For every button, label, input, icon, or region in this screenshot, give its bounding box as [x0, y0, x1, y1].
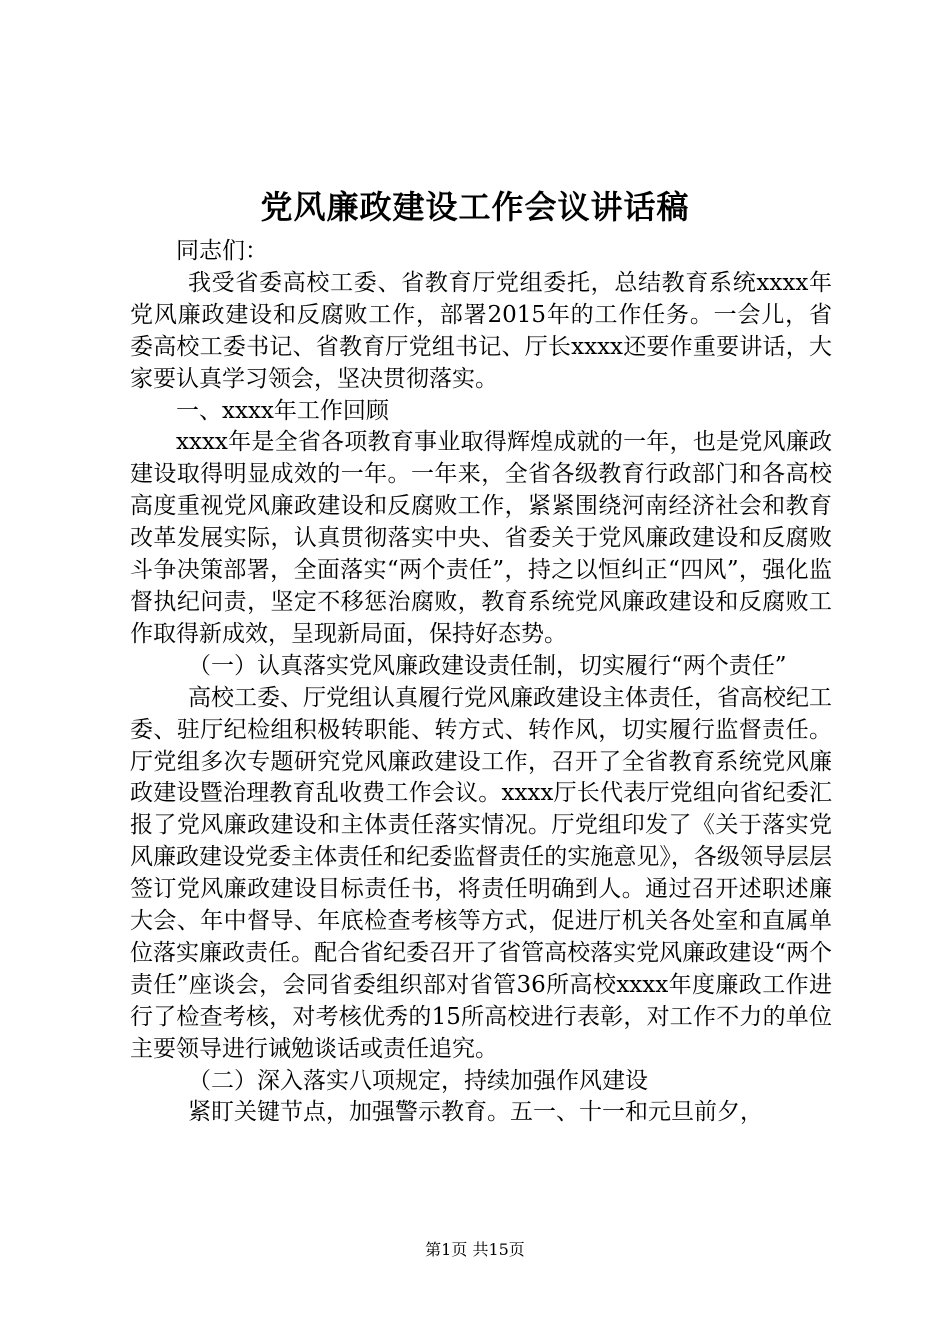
- page-number-footer: 第1页 共15页: [425, 1240, 525, 1259]
- document-title: 党风廉政建设工作会议讲话稿: [260, 188, 690, 226]
- style-paragraph: 紧盯关键节点，加强警示教育。五一、十一和元旦前夕，: [188, 1099, 763, 1126]
- review-paragraph: xxxx年是全省各项教育事业取得辉煌成就的一年，也是党风廉政建设取得明显成效的一年。一年来，全省各级教育行政部门和各高校高度重视党风廉政建设和反腐败工作，紧紧围绕河南经济社会和教育改革发展实际，认真贯彻落实中央、省委关于党风廉政建设和反腐败斗争决策部署，全面落实“两个责任”，持之以恒纠正“四风”，强化监督执纪问责，坚定不移惩治腐败，教育系统党风廉政建设和反腐败工作取得新成效，呈现新局面，保持好态势。: [130, 429, 832, 647]
- document-body: [130, 236, 832, 1129]
- intro-paragraph: 我受省委高校工委、省教育厅党组委托，总结教育系统xxxx年党风廉政建设和反腐败工作，部署2015年的工作任务。一会儿，省委高校工委书记、省教育厅党组书记、厅长xxxx还要作重要讲话，大家要认真学习领会，坚决贯彻落实。: [130, 269, 832, 392]
- subsection-heading-1: （一）认真落实党风廉政建设责任制，切实履行“两个责任”: [188, 652, 787, 679]
- subsection-heading-2: （二）深入落实八项规定，持续加强作风建设: [188, 1067, 648, 1094]
- responsibility-paragraph: 高校工委、厅党组认真履行党风廉政建设主体责任，省高校纪工委、驻厅纪检组积极转职能、转方式、转作风，切实履行监督责任。厅党组多次专题研究党风廉政建设工作，召开了全省教育系统党风廉政建设暨治理教育乱收费工作会议。xxxx厅长代表厅党组向省纪委汇报了党风廉政建设和主体责任落实情况。厅党组印发了《关于落实党风廉政建设党委主体责任和纪委监督责任的实施意见》，各级领导层层签订党风廉政建设目标责任书，将责任明确到人。通过召开述职述廉大会、年中督导、年底检查考核等方式，促进厅机关各处室和直属单位落实廉政责任。配合省纪委召开了省管高校落实党风廉政建设“两个责任”座谈会，会同省委组织部对省管36所高校xxxx年度廉政工作进行了检查考核，对考核优秀的15所高校进行表彰，对工作不力的单位主要领导进行诫勉谈话或责任追究。: [130, 684, 832, 1062]
- section-heading: 一、xxxx年工作回顾: [176, 397, 389, 424]
- salutation-paragraph: 同志们：: [176, 238, 268, 264]
